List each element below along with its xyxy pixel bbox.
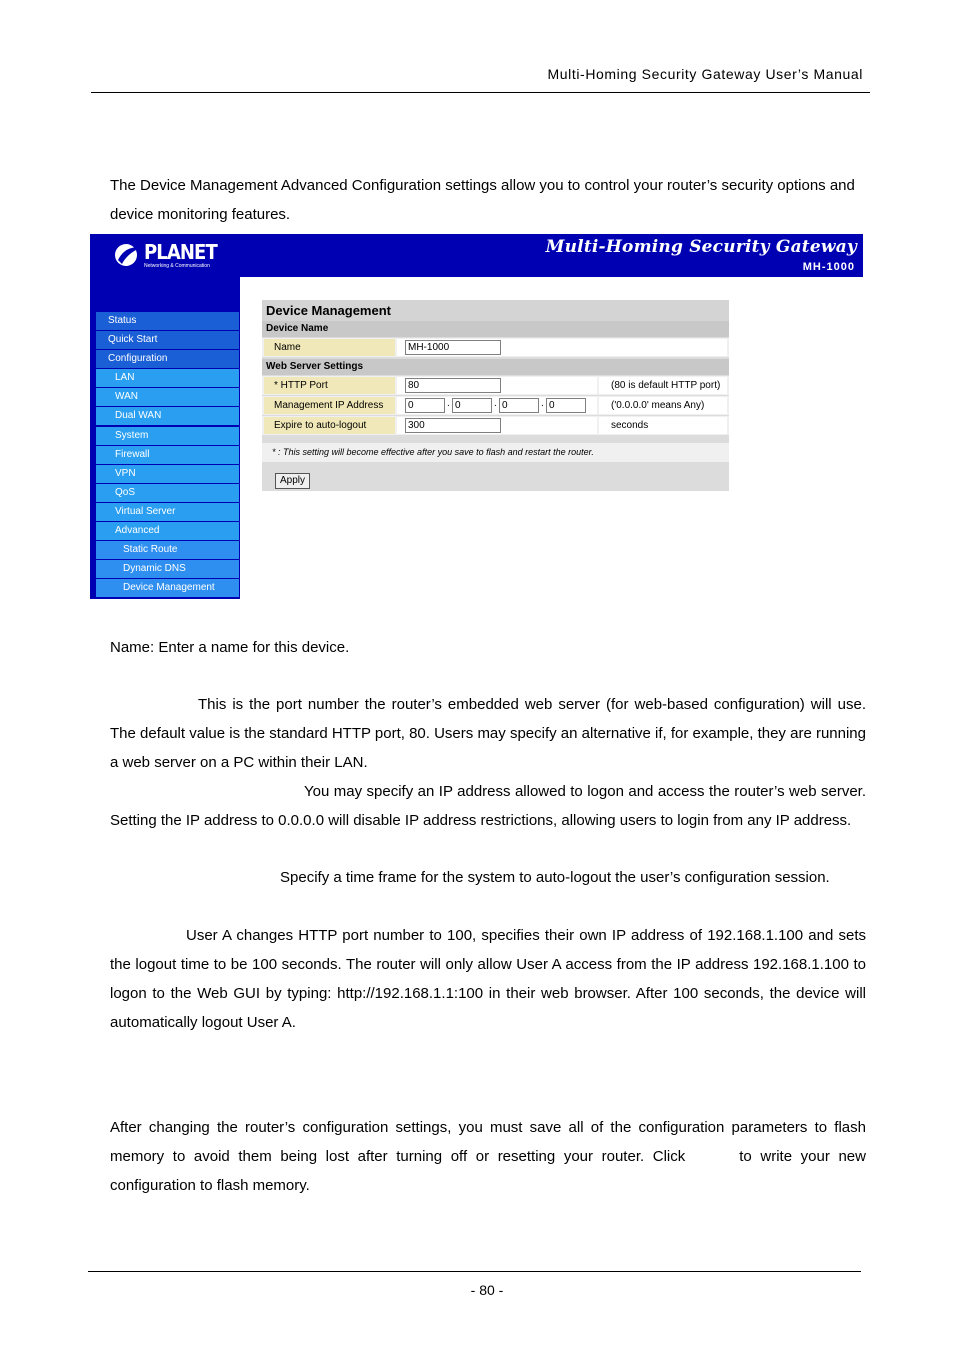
mgmt-ip-octet-1[interactable]	[405, 398, 445, 413]
expire-cell	[397, 417, 597, 434]
page-number: - 80 -	[470, 1282, 504, 1298]
header-rule	[91, 92, 870, 93]
footer-rule	[88, 1271, 861, 1272]
ip-separator: .	[541, 398, 544, 409]
name-input[interactable]	[405, 340, 501, 355]
logo-wordmark: PLANET	[144, 240, 217, 264]
intro-paragraph: The Device Management Advanced Configuration settings allow you to control your router’s security options and device monitoring features.	[110, 177, 855, 223]
http-port-text: This is the port number the router’s embedded web server (for web-based configuration) will use. The default value is the standard HTTP port, 80. Users may specify an alternative if, for example, they are running a web server on a PC within their LAN.	[110, 696, 866, 771]
name-label: Name	[264, 339, 395, 356]
ip-separator: .	[447, 398, 450, 409]
sidebar-item-vpn[interactable]: VPN	[96, 465, 239, 483]
sidebar-item-status[interactable]: Status	[96, 312, 239, 330]
apply-button[interactable]: Apply	[275, 473, 310, 489]
mgmt-ip-label: Management IP Address	[264, 397, 395, 414]
save-text-b: to write your new configuration to flash memory.	[110, 1148, 866, 1194]
http-port-paragraph	[110, 690, 866, 777]
sidebar-item-static-route[interactable]: Static Route	[96, 541, 239, 559]
http-port-note: (80 is default HTTP port)	[599, 377, 727, 394]
mgmt-ip-octet-4[interactable]	[546, 398, 586, 413]
row-expire	[262, 416, 729, 435]
save-text-a: After changing the router’s configuration settings, you must save all of the configuration parameters to flash memory to avoid them being lost after turning off or resetting your router. Click	[110, 1119, 866, 1165]
section-web-server: Web Server Settings	[262, 359, 729, 375]
sidebar-item-qos[interactable]: QoS	[96, 484, 239, 502]
expire-input[interactable]	[405, 418, 501, 433]
product-title: Multi-Homing Security Gateway	[545, 237, 857, 257]
sidebar-item-lan[interactable]: LAN	[96, 369, 239, 387]
panel-footnote: * : This setting will become effective after you save to flash and restart the router.	[262, 443, 729, 462]
sidebar-item-virtual-server[interactable]: Virtual Server	[96, 503, 239, 521]
save-paragraph	[110, 1113, 866, 1200]
http-port-cell	[397, 377, 597, 394]
mgmt-ip-cell	[397, 397, 597, 414]
panel-title: Device Management	[262, 300, 729, 321]
sidebar-item-dynamic-dns[interactable]: Dynamic DNS	[96, 560, 239, 578]
planet-logo	[114, 242, 224, 272]
logo-tagline: Networking & Communication	[144, 263, 210, 269]
sidebar-item-quick-start[interactable]: Quick Start	[96, 331, 239, 349]
ip-separator: .	[494, 398, 497, 409]
http-port-label: * HTTP Port	[264, 377, 395, 394]
sidebar-item-advanced[interactable]: Advanced	[96, 522, 239, 540]
name-cell	[397, 339, 727, 356]
section-device-name: Device Name	[262, 321, 729, 337]
example-paragraph	[110, 921, 866, 1037]
sidebar-menu	[96, 312, 239, 598]
sidebar	[90, 277, 240, 599]
expire-text: Specify a time frame for the system to auto-logout the user’s configuration session.	[280, 869, 830, 886]
sidebar-item-system[interactable]: System	[96, 427, 239, 445]
device-management-panel	[262, 300, 729, 491]
sidebar-item-firewall[interactable]: Firewall	[96, 446, 239, 464]
sidebar-item-wan[interactable]: WAN	[96, 388, 239, 406]
sidebar-item-dual-wan[interactable]: Dual WAN	[96, 407, 239, 425]
mgmt-ip-octet-2[interactable]	[452, 398, 492, 413]
name-paragraph: Name: Enter a name for this device.	[110, 639, 350, 656]
http-port-input[interactable]	[405, 378, 501, 393]
model-label: MH-1000	[802, 261, 855, 273]
row-name	[262, 338, 729, 357]
row-mgmt-ip	[262, 396, 729, 415]
router-ui-screenshot	[90, 234, 863, 599]
example-text: User A changes HTTP port number to 100, specifies their own IP address of 192.168.1.100 and sets the logout time to be 100 seconds. The router will only allow User A access from the IP address 192.168.1.100 to logon to the Web GUI by typing: http://192.168.1.1:100 in their web browser. After 100 seconds, the device will automatically logout User A.	[110, 927, 866, 1031]
expire-note: seconds	[599, 417, 727, 434]
expire-label: Expire to auto-logout	[264, 417, 395, 434]
planet-globe-icon	[114, 242, 142, 268]
row-http-port	[262, 376, 729, 395]
sidebar-item-device-management[interactable]: Device Management	[96, 579, 239, 597]
sidebar-item-configuration[interactable]: Configuration	[96, 350, 239, 368]
mgmt-ip-octet-3[interactable]	[499, 398, 539, 413]
running-header: Multi-Homing Security Gateway User’s Manual	[547, 66, 863, 82]
mgmt-ip-paragraph	[110, 777, 866, 835]
top-banner	[90, 234, 863, 277]
mgmt-ip-note: ('0.0.0.0' means Any)	[599, 397, 727, 414]
expire-paragraph	[110, 863, 866, 892]
mgmt-ip-text: You may specify an IP address allowed to logon and access the router’s web server. Setting the IP address to 0.0.0.0 will disable IP address restrictions, allowing users to login from any IP address.	[110, 783, 866, 829]
